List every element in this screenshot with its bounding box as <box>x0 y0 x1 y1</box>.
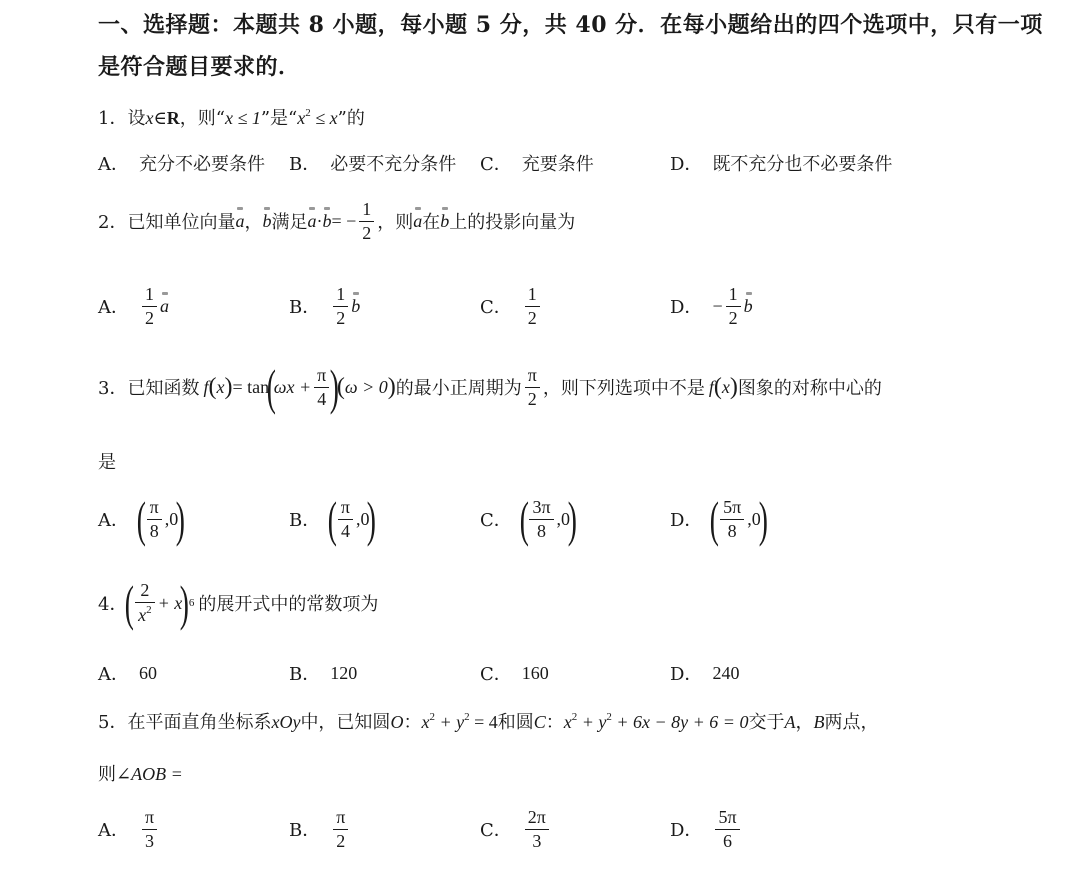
fraction-numerator: 2 <box>140 580 150 601</box>
option-label: A． <box>98 154 129 175</box>
fraction-numerator: π <box>336 807 346 827</box>
fraction-numerator: π <box>149 496 159 517</box>
question-text: 在 <box>422 212 441 234</box>
fraction-numerator: 2π <box>527 807 546 827</box>
fraction-bar <box>726 306 741 307</box>
question-text: ， <box>795 712 814 733</box>
question-4 <box>98 575 379 631</box>
question-text: 在平面直角坐标系 <box>127 712 272 733</box>
fraction-bar <box>314 387 329 388</box>
vector-a: a <box>235 210 245 231</box>
fraction-denominator: 3 <box>532 830 542 851</box>
vector-a: a <box>160 295 169 316</box>
question-text: ，则下列选项中不是 <box>542 378 705 399</box>
q3-option-c[interactable] <box>480 491 577 547</box>
option-text: 240 <box>712 662 740 683</box>
math-var: x <box>145 108 154 128</box>
option-label: D． <box>670 820 703 842</box>
q1-option-d[interactable] <box>670 150 892 176</box>
question-text: 交于 <box>748 712 785 733</box>
option-label: D． <box>670 297 703 319</box>
section-header-line2: 是符合题目要求的． <box>98 54 301 80</box>
math-symbol: · <box>316 210 323 231</box>
question-text: ： <box>545 712 564 733</box>
fraction-numerator: 3π <box>532 496 551 517</box>
fraction-denominator: 2 <box>362 222 372 243</box>
fraction-denominator: 2 <box>527 307 537 328</box>
q5-option-b[interactable] <box>289 808 351 851</box>
question-number: 4． <box>98 594 128 615</box>
math-expression: = tan <box>232 376 270 397</box>
paren: ( <box>336 373 345 400</box>
fraction-bar <box>338 519 353 520</box>
question-text: ”是“ <box>260 108 298 129</box>
fraction <box>135 581 155 625</box>
fraction-bar <box>720 519 744 520</box>
fraction-numerator: 5π <box>718 807 737 827</box>
math-exponent: 2 <box>305 107 311 119</box>
math-exponent: 2 <box>146 604 152 616</box>
math-var: x <box>297 108 306 128</box>
option-label: B． <box>289 154 321 175</box>
option-label: A． <box>98 820 129 842</box>
question-1 <box>98 104 365 130</box>
fraction-bar <box>333 829 348 830</box>
option-text: 既不充分也不必要条件 <box>712 154 893 175</box>
fraction-denominator: 2 <box>145 307 154 328</box>
q5-option-a[interactable] <box>98 808 160 851</box>
question-text: 上的投影向量为 <box>449 212 576 234</box>
fraction <box>525 285 540 328</box>
question-text: ，则“ <box>179 108 225 129</box>
question-text: 和圆 <box>497 712 534 733</box>
fraction <box>142 808 157 851</box>
fraction-denominator: 6 <box>722 830 732 851</box>
q3-option-a[interactable] <box>98 491 186 547</box>
option-text: 充分不必要条件 <box>139 154 265 175</box>
math-var: x <box>563 712 572 732</box>
q2-option-b[interactable] <box>289 285 360 328</box>
big-paren: ( <box>519 491 529 547</box>
fraction-bar <box>135 602 155 603</box>
question-text: 已知函数 <box>127 378 200 399</box>
fraction <box>147 498 162 541</box>
big-paren: ) <box>367 491 377 547</box>
fraction-numerator: π <box>340 496 350 517</box>
fraction-denominator <box>135 605 155 625</box>
math-expression: + y <box>577 712 607 732</box>
big-paren: ( <box>136 491 146 547</box>
math-expression: = 4 <box>469 712 498 732</box>
fraction-bar <box>142 306 157 307</box>
option-label: A． <box>98 664 129 685</box>
option-label: C． <box>480 154 512 175</box>
vector-b: b <box>322 210 332 231</box>
q2-option-c[interactable] <box>480 285 543 328</box>
math-func: f <box>708 376 714 397</box>
option-tail: ,0 <box>164 508 179 529</box>
paren: ( <box>208 373 217 400</box>
fraction-bar <box>529 519 553 520</box>
big-paren: ( <box>266 359 277 415</box>
math-var: x <box>216 376 225 397</box>
fraction-numerator: 1 <box>362 199 372 219</box>
math-var: x <box>721 376 730 397</box>
big-paren: ) <box>175 491 186 547</box>
q5-option-d[interactable] <box>670 808 743 851</box>
option-label: C． <box>480 820 512 842</box>
fraction-denominator: 2 <box>336 307 346 328</box>
question-text: 的最小正周期为 <box>395 378 522 399</box>
fraction-bar <box>715 829 739 830</box>
option-text: 充要条件 <box>521 154 594 175</box>
question-3 <box>98 359 882 415</box>
q1-option-c[interactable] <box>480 150 594 176</box>
fraction-bar <box>147 519 162 520</box>
math-symbol: ∈ <box>153 108 167 128</box>
fraction-bar <box>359 221 374 222</box>
section-header-line1: 一、选择题：本题共 8 小题，每小题 5 分，共 40 分．在每小题给出的四个选项中，只有一项 <box>98 12 1043 38</box>
fraction <box>525 808 549 851</box>
fraction-numerator: 1 <box>527 284 537 304</box>
fraction <box>333 285 348 328</box>
math-expression: ≤ x <box>310 108 338 128</box>
math-func: f <box>203 376 209 397</box>
fraction-bar <box>525 306 540 307</box>
question-5 <box>98 708 878 734</box>
big-paren: ( <box>125 575 135 631</box>
fraction-denominator: 2 <box>527 388 537 409</box>
math-set: R <box>166 108 180 128</box>
option-label: A． <box>98 510 129 531</box>
option-label: B． <box>289 820 321 842</box>
big-paren: ( <box>327 491 338 547</box>
fraction-numerator: 1 <box>336 284 346 304</box>
question-text: 两点， <box>824 712 879 733</box>
option-text: 60 <box>139 662 157 683</box>
option-label: B． <box>289 297 321 319</box>
question-text: ： <box>403 712 422 733</box>
fraction <box>529 498 553 541</box>
option-label: D． <box>670 154 703 175</box>
fraction-numerator: π <box>317 364 327 385</box>
fraction-denominator: 4 <box>317 388 327 409</box>
math-expression: xOy <box>271 712 301 732</box>
paren: ) <box>387 373 396 400</box>
math-exponent: 6 <box>188 597 195 609</box>
option-label: C． <box>480 297 512 319</box>
fraction-numerator: 5π <box>723 496 742 517</box>
question-text: 中，已知圆 <box>300 712 391 733</box>
math-var: O <box>390 712 404 732</box>
fraction-denominator: 8 <box>727 520 737 541</box>
q3-option-b[interactable] <box>289 491 377 547</box>
math-expression: + y <box>434 712 465 732</box>
vector-b: b <box>440 210 450 231</box>
q1-option-a[interactable] <box>98 150 265 176</box>
fraction <box>338 498 353 541</box>
math-exponent: 2 <box>571 711 578 723</box>
fraction <box>726 285 741 328</box>
fraction-bar <box>142 829 157 830</box>
math-symbol: = − <box>331 210 357 231</box>
math-exponent: 2 <box>464 711 470 723</box>
fraction-denominator: 2 <box>728 307 738 328</box>
fraction <box>359 200 374 243</box>
math-expression: + x <box>157 592 183 613</box>
fraction <box>314 366 329 409</box>
math-sign: − <box>712 295 723 316</box>
fraction <box>715 808 739 851</box>
q1-option-b[interactable] <box>289 150 456 176</box>
question-text: 设 <box>127 108 146 129</box>
fraction-denominator: 3 <box>145 830 155 851</box>
q2-option-a[interactable] <box>98 285 169 328</box>
fraction-denominator: 4 <box>340 520 350 541</box>
q3-option-d[interactable] <box>670 491 768 547</box>
math-var: C <box>533 712 546 732</box>
q4-option-b[interactable] <box>289 660 357 686</box>
option-label: C． <box>480 510 512 531</box>
option-label: A． <box>98 297 129 319</box>
fraction <box>142 285 157 328</box>
fraction-denominator: 2 <box>336 830 346 851</box>
option-label: D． <box>670 510 703 531</box>
math-var: B <box>813 712 825 732</box>
question-text: 图象的对称中心的 <box>737 378 882 399</box>
paren: ) <box>224 373 233 400</box>
fraction-denominator: 8 <box>149 520 159 541</box>
option-label: D． <box>670 664 703 685</box>
vector-a: a <box>413 210 423 231</box>
question-number: 1． <box>98 108 128 129</box>
math-expression: x ≤ 1 <box>224 108 261 128</box>
vector-b: b <box>351 295 361 316</box>
fraction-numerator: π <box>527 364 537 385</box>
option-label: B． <box>289 664 321 685</box>
question-2 <box>98 200 575 243</box>
math-var: x <box>421 712 430 732</box>
question-text: 的展开式中的常数项为 <box>198 594 379 615</box>
option-text: 必要不充分条件 <box>330 154 457 175</box>
question-text: 已知单位向量 <box>127 212 236 234</box>
math-exponent: 2 <box>429 711 435 723</box>
big-paren: ) <box>567 491 577 547</box>
q4-option-c[interactable] <box>480 660 549 686</box>
fraction-denominator: 8 <box>536 520 546 541</box>
big-paren: ( <box>710 491 720 547</box>
q4-option-d[interactable] <box>670 660 739 686</box>
fraction-bar <box>525 387 540 388</box>
option-tail: ,0 <box>556 508 571 529</box>
math-var: x <box>138 605 147 625</box>
q4-option-a[interactable] <box>98 660 157 686</box>
fraction-bar <box>333 306 348 307</box>
big-paren: ) <box>329 359 340 415</box>
question-3-line2: 是 <box>98 452 116 473</box>
math-var: A <box>784 712 796 732</box>
question-number: 2． <box>98 212 128 234</box>
option-text: 120 <box>330 662 358 683</box>
option-text: 160 <box>521 662 549 683</box>
vector-b: b <box>743 295 753 316</box>
fraction-bar <box>525 829 549 830</box>
fraction <box>720 498 744 541</box>
option-tail: ,0 <box>355 508 370 529</box>
option-label: B． <box>289 510 321 531</box>
math-exponent: 2 <box>606 711 612 723</box>
big-paren: ) <box>179 575 190 631</box>
question-text: ， <box>244 212 263 234</box>
big-paren: ) <box>758 491 768 547</box>
q5-option-c[interactable] <box>480 808 552 851</box>
math-condition: ω > 0 <box>344 376 388 397</box>
question-number: 3． <box>98 378 128 399</box>
question-number: 5． <box>98 712 128 733</box>
math-expression: + 6x − 8y + 6 = 0 <box>611 712 749 732</box>
fraction <box>333 808 348 851</box>
fraction-numerator: 1 <box>728 284 738 304</box>
vector-b: b <box>262 210 272 231</box>
paren: ( <box>713 373 722 400</box>
question-text: 则 <box>98 764 116 785</box>
question-5-line2 <box>98 760 183 786</box>
fraction-numerator: π <box>145 807 155 827</box>
paren: ) <box>729 373 738 400</box>
math-expression: ∠AOB = <box>116 764 183 784</box>
fraction-numerator: 1 <box>145 284 154 304</box>
question-text: ，则 <box>377 212 414 234</box>
question-text: ”的 <box>337 108 365 129</box>
option-label: C． <box>480 664 512 685</box>
fraction <box>525 366 540 409</box>
vector-a: a <box>307 210 317 231</box>
option-tail: ,0 <box>747 508 761 529</box>
q2-option-d[interactable] <box>670 285 753 328</box>
question-text: 满足 <box>271 212 308 234</box>
math-expression: ωx + <box>273 376 312 397</box>
